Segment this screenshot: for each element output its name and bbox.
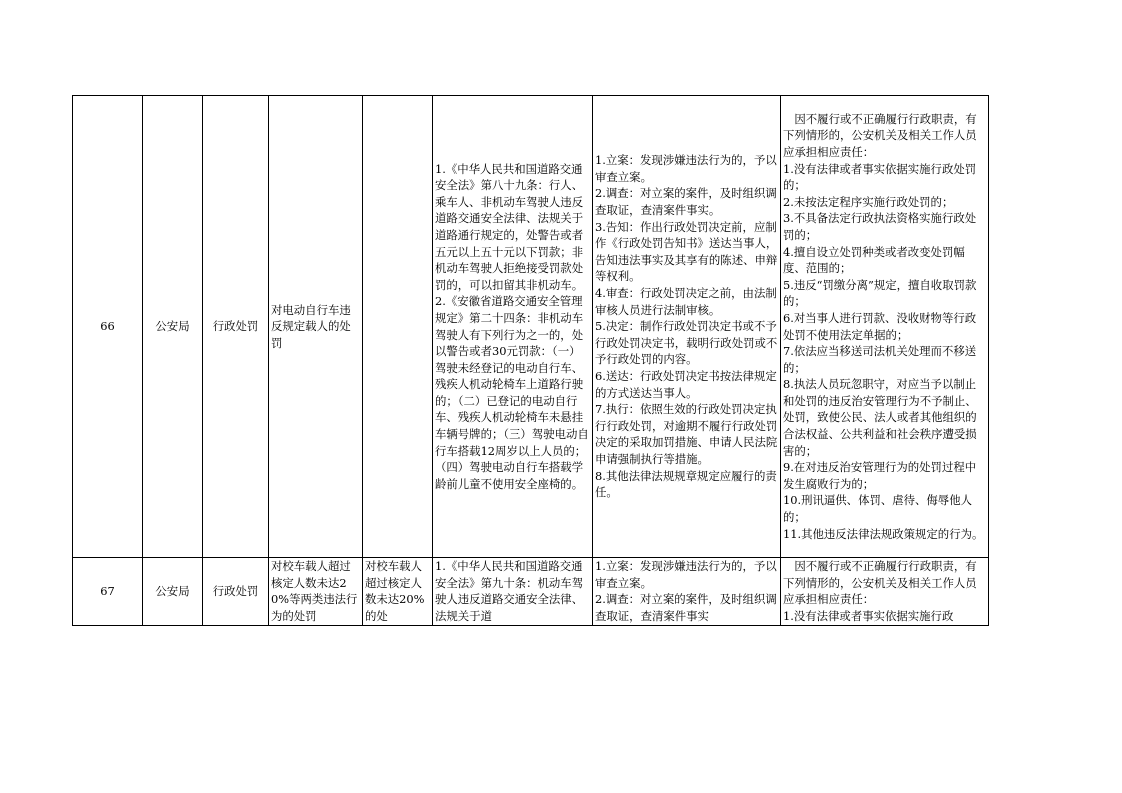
table-row bbox=[73, 558, 989, 626]
responsibility-process-cell: 1.立案：发现涉嫌违法行为的，予以审查立案。 2.调查：对立案的案件，及时组织调查取证，查清案件事实 bbox=[593, 558, 781, 626]
row-number: 67 bbox=[73, 558, 143, 626]
power-item-cell: 对校车载人超过核定人数未达20%等两类违法行为的处罚 bbox=[269, 558, 363, 626]
responsibility-process-cell: 1.立案：发现涉嫌违法行为的，予以审查立案。 2.调查：对立案的案件，及时组织调查取证，查清案件事实。 3.告知：作出行政处罚决定前，应制作《行政处罚告知书》送达当事人，告知违法事实及其享有的陈述、申辩等权利。 4.审查：行政处罚决定之前，由法制审核人员进行法制审核。 5.决定：制作行政处罚决定书或不予行政处罚决定书，载明行政处罚或不予行政处罚的内容。 6.送达：行政处罚决定书按法律规定的方式送达当事人。 7.执行：依照生效的行政处罚决定执行行政处罚，对逾期不履行行政处罚决定的采取加罚措施、申请人民法院申请强制执行等措施。 8.其他法律法规规章规定应履行的责任。 bbox=[593, 96, 781, 558]
power-category-cell: 行政处罚 bbox=[203, 558, 269, 626]
table-row bbox=[73, 96, 989, 558]
power-category-cell: 行政处罚 bbox=[203, 96, 269, 558]
liability-cell: 因不履行或不正确履行行政职责，有下列情形的，公安机关及相关工作人员应承担相应责任： 1.没有法律或者事实依据实施行政 bbox=[781, 558, 989, 626]
row-number: 66 bbox=[73, 96, 143, 558]
power-list-table bbox=[72, 95, 989, 626]
legal-basis-cell: 1.《中华人民共和国道路交通安全法》第八十九条：行人、乘车人、非机动车驾驶人违反道路交通安全法律、法规关于道路通行规定的，处警告或者五元以上五十元以下罚款；非机动车驾驶人拒绝接受罚款处罚的，可以扣留其非机动车。 2.《安徽省道路交通安全管理规定》第二十四条：非机动车驾驶人有下列行为之一的，处以警告或者30元罚款：（一）驾驶未经登记的电动自行车、残疾人机动轮椅车上道路行驶的；（二）已登记的电动自行车、残疾人机动轮椅车未悬挂车辆号牌的；（三）驾驶电动自行车搭载12周岁以上人员的；（四）驾驶电动自行车搭载学龄前儿童不使用安全座椅的。 bbox=[433, 96, 593, 558]
department-cell: 公安局 bbox=[143, 558, 203, 626]
department-cell: 公安局 bbox=[143, 96, 203, 558]
legal-basis-cell: 1.《中华人民共和国道路交通安全法》第九十条：机动车驾驶人违反道路交通安全法律、法规关于道 bbox=[433, 558, 593, 626]
sub-item-cell bbox=[363, 96, 433, 558]
sub-item-cell: 对校车载人超过核定人数未达20%的处 bbox=[363, 558, 433, 626]
power-item-cell: 对电动自行车违反规定载人的处罚 bbox=[269, 96, 363, 558]
liability-cell: 因不履行或不正确履行行政职责，有下列情形的，公安机关及相关工作人员应承担相应责任： 1.没有法律或者事实依据实施行政处罚的； 2.未按法定程序实施行政处罚的； 3.不具备法定行政执法资格实施行政处罚的； 4.擅自设立处罚种类或者改变处罚幅度、范围的； 5.违反“罚缴分离”规定，擅自收取罚款的； 6.对当事人进行罚款、没收财物等行政处罚不使用法定单据的； 7.依法应当移送司法机关处理而不移送的； 8.执法人员玩忽职守，对应当予以制止和处罚的违反治安管理行为不予制止、处罚，致使公民、法人或者其他组织的合法权益、公共利益和社会秩序遭受损害的； 9.在对违反治安管理行为的处罚过程中发生腐败行为的； 10.刑讯逼供、体罚、虐待、侮辱他人的； 11.其他违反法律法规政策规定的行为。 bbox=[781, 96, 989, 558]
